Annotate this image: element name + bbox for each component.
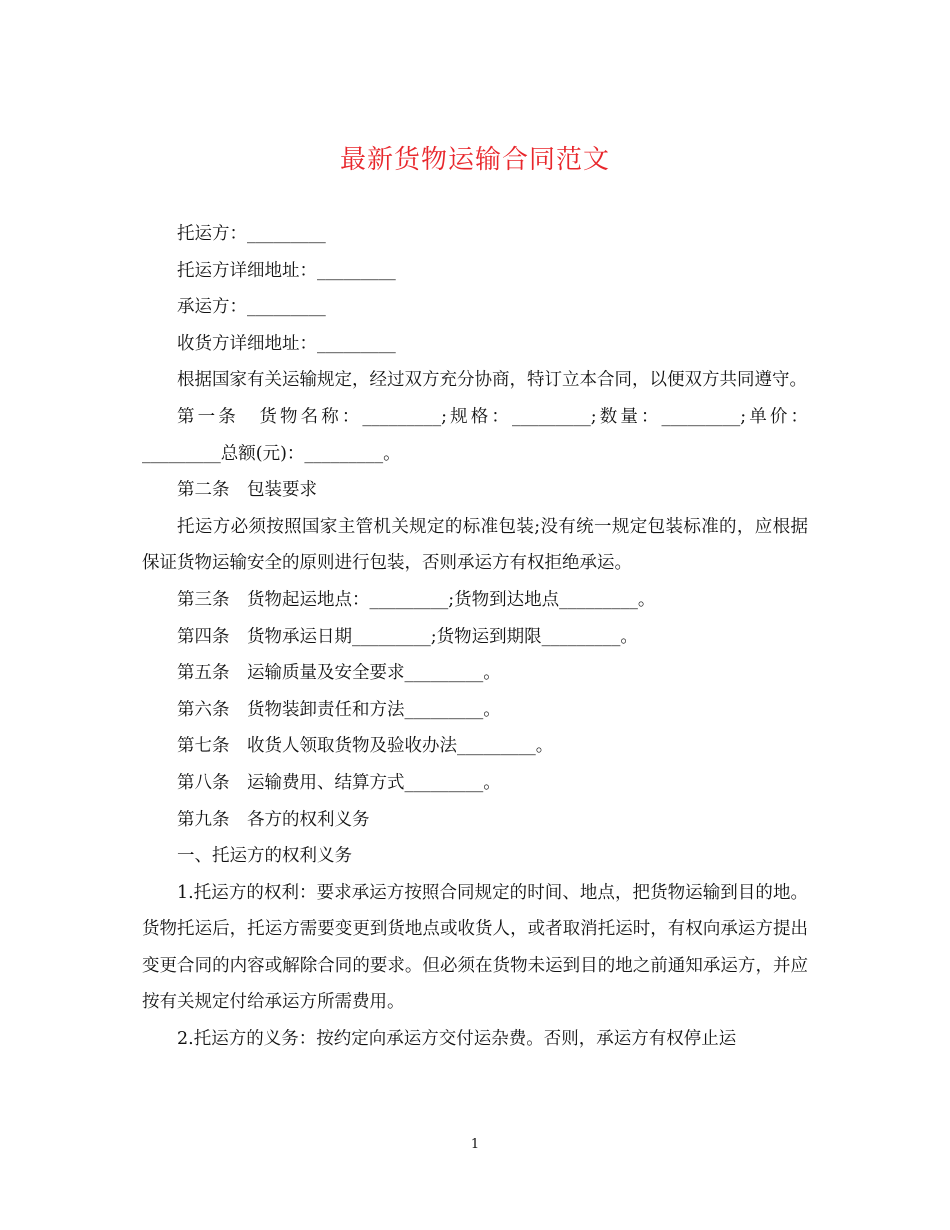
paragraph-shipper-duties: 2.托运方的义务：按约定向承运方交付运杂费。否则，承运方有权停止运 xyxy=(177,1029,737,1050)
paragraph-article-5: 第五条 运输质量及安全要求_________。 xyxy=(177,663,501,684)
paragraph-article-6: 第六条 货物装卸责任和方法_________。 xyxy=(177,699,501,720)
paragraph-article-7: 第七条 收货人领取货物及验收办法_________。 xyxy=(177,736,554,757)
paragraph-section-shipper-rights: 一、托运方的权利义务 xyxy=(177,846,352,867)
paragraph-shipper: 托运方：_________ xyxy=(177,224,326,244)
paragraph-article-9: 第九条 各方的权利义务 xyxy=(177,809,370,830)
paragraph-article-1: 第一条 货物名称：_________;规格：_________;数量：_________;单价：_________总额(元)：_________。 xyxy=(142,406,808,464)
paragraph-article-4: 第四条 货物承运日期_________;货物运到期限_________。 xyxy=(177,626,638,647)
page-title: 最新货物运输合同范文 xyxy=(339,145,610,175)
page-number: 1 xyxy=(470,1137,480,1152)
paragraph-packaging: 托运方必须按照国家主管机关规定的标准包装;没有统一规定包装标准的，应根据保证货物运输安全的原则进行包装，否则承运方有权拒绝承运。 xyxy=(142,516,808,574)
paragraph-shipper-rights: 1.托运方的权利：要求承运方按照合同规定的时间、地点，把货物运输到目的地。货物托运后，托运方需要变更到货地点或收货人，或者取消托运时，有权向承运方提出变更合同的内容或解除合同的要求。但必须在货物未运到目的地之前通知承运方，并应按有关规定付给承运方所需费用。 xyxy=(142,882,808,1013)
paragraph-article-2: 第二条 包装要求 xyxy=(177,480,317,501)
document-body xyxy=(142,216,808,1058)
paragraph-article-3: 第三条 货物起运地点：_________;货物到达地点_________。 xyxy=(177,589,656,610)
paragraph-consignee-address: 收货方详细地址：_________ xyxy=(177,333,396,354)
paragraph-carrier: 承运方：_________ xyxy=(177,297,326,318)
paragraph-preamble: 根据国家有关运输规定，经过双方充分协商，特订立本合同，以便双方共同遵守。 xyxy=(177,370,807,391)
paragraph-shipper-address: 托运方详细地址：_________ xyxy=(177,260,396,281)
paragraph-article-8: 第八条 运输费用、结算方式_________。 xyxy=(177,772,501,793)
